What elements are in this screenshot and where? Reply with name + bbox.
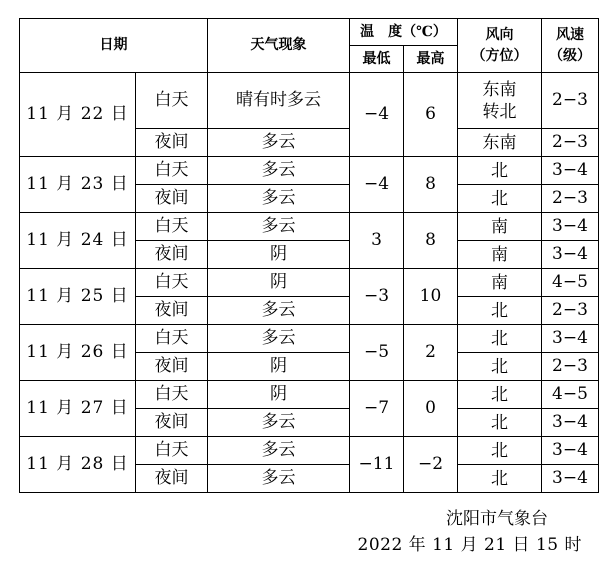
period-cell: 白天: [136, 269, 208, 297]
date-cell: 11 月 23 日: [20, 157, 136, 213]
weather-cell: 阴: [208, 241, 350, 269]
wind-speed-cell: 3−4: [542, 213, 599, 241]
weather-cell: 多云: [208, 409, 350, 437]
weather-cell: 阴: [208, 381, 350, 409]
wind-direction-cell: 东南 转北: [458, 73, 542, 129]
date-cell: 11 月 26 日: [20, 325, 136, 381]
period-cell: 白天: [136, 73, 208, 129]
wind-speed-cell: 3−4: [542, 409, 599, 437]
weather-cell: 多云: [208, 129, 350, 157]
wind-direction-cell: 南: [458, 269, 542, 297]
wind-direction-cell: 北: [458, 409, 542, 437]
wind-direction-cell: 北: [458, 157, 542, 185]
temp-low-cell: −4: [350, 157, 404, 213]
forecast-body: [20, 73, 599, 493]
wind-direction-cell: 南: [458, 241, 542, 269]
forecast-row-day: [20, 437, 599, 465]
temp-low-cell: 3: [350, 213, 404, 269]
wind-direction-cell: 北: [458, 297, 542, 325]
wind-direction-cell: 南: [458, 213, 542, 241]
wind-speed-cell: 2−3: [542, 185, 599, 213]
wind-speed-cell: 2−3: [542, 73, 599, 129]
period-cell: 白天: [136, 157, 208, 185]
wind-speed-cell: 3−4: [542, 437, 599, 465]
wind-speed-cell: 4−5: [542, 269, 599, 297]
weather-cell: 阴: [208, 269, 350, 297]
temp-high-cell: 8: [404, 213, 458, 269]
wind-speed-cell: 3−4: [542, 241, 599, 269]
wind-speed-cell: 2−3: [542, 129, 599, 157]
forecast-row-day: [20, 325, 599, 353]
header-temperature: 温 度（℃）: [350, 19, 458, 46]
issued-time: 2022 年 11 月 21 日 15 时: [357, 535, 582, 555]
period-cell: 白天: [136, 213, 208, 241]
wind-direction-cell: 北: [458, 437, 542, 465]
header-wind-speed: 风速 （级）: [542, 19, 599, 73]
weather-cell: 阴: [208, 353, 350, 381]
date-cell: 11 月 27 日: [20, 381, 136, 437]
date-cell: 11 月 25 日: [20, 269, 136, 325]
wind-speed-cell: 4−5: [542, 381, 599, 409]
period-cell: 夜间: [136, 297, 208, 325]
wind-direction-cell: 北: [458, 465, 542, 493]
wind-direction-cell: 北: [458, 325, 542, 353]
weather-cell: 多云: [208, 465, 350, 493]
weather-cell: 多云: [208, 437, 350, 465]
temp-high-cell: 2: [404, 325, 458, 381]
period-cell: 白天: [136, 381, 208, 409]
forecast-row-day: [20, 213, 599, 241]
wind-speed-cell: 2−3: [542, 353, 599, 381]
period-cell: 夜间: [136, 241, 208, 269]
wind-direction-cell: 北: [458, 353, 542, 381]
forecast-row-day: [20, 381, 599, 409]
temp-low-cell: −7: [350, 381, 404, 437]
wind-speed-cell: 3−4: [542, 157, 599, 185]
temp-high-cell: 6: [404, 73, 458, 157]
wind-direction-cell: 北: [458, 381, 542, 409]
forecast-row-day: [20, 157, 599, 185]
temp-high-cell: −2: [404, 437, 458, 493]
period-cell: 白天: [136, 325, 208, 353]
weather-cell: 多云: [208, 213, 350, 241]
temp-low-cell: −5: [350, 325, 404, 381]
header-wind-direction: 风向 （方位）: [458, 19, 542, 73]
period-cell: 夜间: [136, 353, 208, 381]
header-temp-low: 最低: [350, 46, 404, 73]
forecast-row-day: [20, 73, 599, 129]
weather-cell: 多云: [208, 157, 350, 185]
header-temp-high: 最高: [404, 46, 458, 73]
period-cell: 夜间: [136, 409, 208, 437]
temp-high-cell: 0: [404, 381, 458, 437]
period-cell: 夜间: [136, 129, 208, 157]
wind-speed-cell: 3−4: [542, 465, 599, 493]
wind-direction-cell: 东南: [458, 129, 542, 157]
date-cell: 11 月 28 日: [20, 437, 136, 493]
weather-cell: 晴有时多云: [208, 73, 350, 129]
header-weather: 天气现象: [208, 19, 350, 73]
forecast-row-day: [20, 269, 599, 297]
temp-low-cell: −3: [350, 269, 404, 325]
weather-cell: 多云: [208, 297, 350, 325]
weather-cell: 多云: [208, 185, 350, 213]
period-cell: 夜间: [136, 465, 208, 493]
wind-speed-cell: 2−3: [542, 297, 599, 325]
weather-cell: 多云: [208, 325, 350, 353]
forecast-table: [19, 18, 599, 493]
issuing-organization: 沈阳市气象台: [446, 509, 548, 529]
date-cell: 11 月 22 日: [20, 73, 136, 157]
period-cell: 白天: [136, 437, 208, 465]
period-cell: 夜间: [136, 185, 208, 213]
date-cell: 11 月 24 日: [20, 213, 136, 269]
temp-low-cell: −4: [350, 73, 404, 157]
temp-high-cell: 8: [404, 157, 458, 213]
temp-low-cell: −11: [350, 437, 404, 493]
wind-direction-cell: 北: [458, 185, 542, 213]
header-date: 日期: [20, 19, 208, 73]
wind-speed-cell: 3−4: [542, 325, 599, 353]
temp-high-cell: 10: [404, 269, 458, 325]
